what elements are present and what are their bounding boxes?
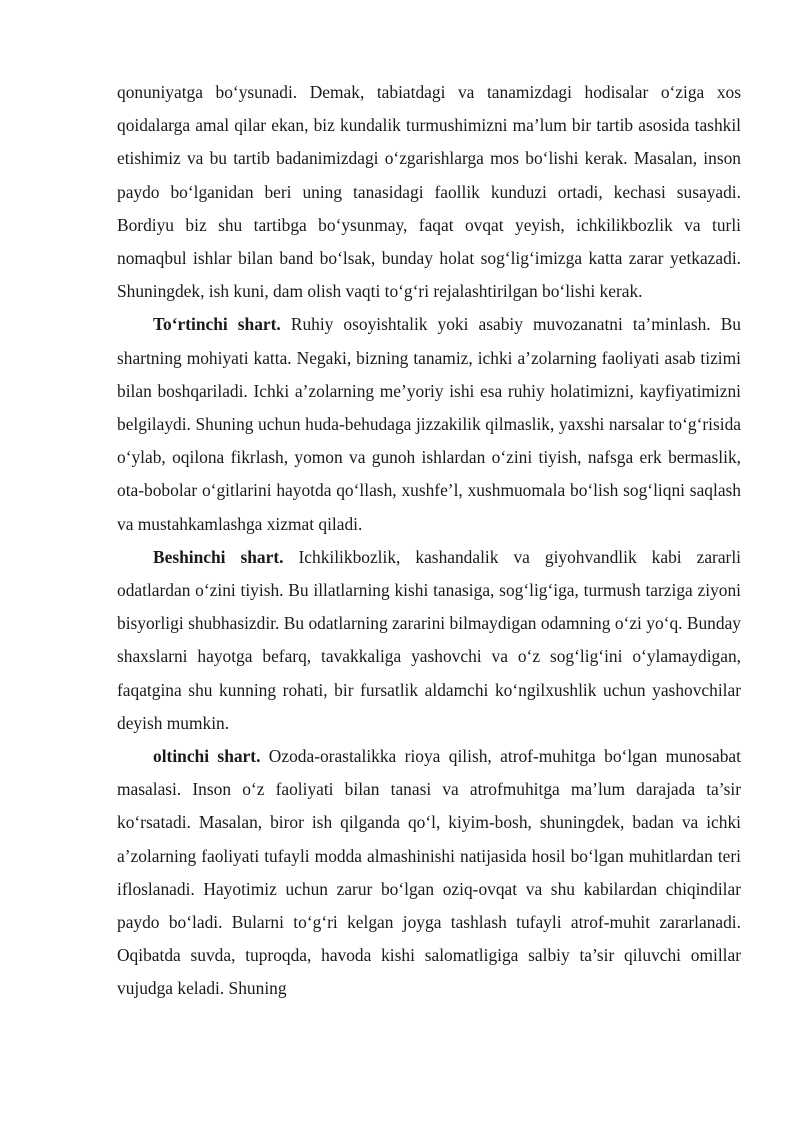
paragraph-continuation xyxy=(117,76,741,308)
paragraph-text: Ozoda-orastalikka rioya qilish, atrof-muhitga bo‘lgan munosabat masalasi. Inson o‘z faoliyati bilan tanasi va atrofmuhitga ma’lum darajada ta’sir ko‘rsatadi. Masalan, biror ish qilganda qo‘l, kiyim-bosh, shuningdek, badan va ichki a’zolarning faoliyati tufayli modda almashinishi natijasida hosil bo‘lgan muhitlardan teri ifloslanadi. Hayotimiz uchun zarur bo‘lgan oziq-ovqat va shu kabilardan chiqindilar paydo bo‘ladi. Bularni to‘g‘ri kelgan joyga tashlash tufayli atrof-muhit zararlanadi. Oqibatda suvda, tuproqda, havoda kishi salomatligiga salbiy ta’sir qiluvchi omillar vujudga keladi. Shuning xyxy=(117,746,741,999)
paragraph-heading: To‘rtinchi shart. xyxy=(153,314,281,335)
paragraph-condition-6 xyxy=(117,740,741,1006)
paragraph-heading: Beshinchi shart. xyxy=(153,546,284,567)
paragraph-condition-4 xyxy=(117,308,741,540)
document-page xyxy=(117,76,741,1006)
paragraph-heading: oltinchi shart. xyxy=(153,746,261,767)
paragraph-condition-5 xyxy=(117,541,741,740)
paragraph-text: Ichkilikbozlik, kashandalik va giyohvandlik kabi zararli odatlardan o‘zini tiyish. Bu illatlarning kishi tanasiga, sog‘lig‘iga, turmush tarziga ziyoni bisyorligi shubhasizdir. Bu odatlarning zararini bilmaydigan odamning o‘zi yo‘q. Bunday shaxslarni hayotga befarq, tavakkaliga yashovchi va o‘z sog‘lig‘ini o‘ylamaydigan, faqatgina shu kunning rohati, bir fursatlik aldamchi ko‘ngilxushlik uchun yashovchilar deyish mumkin. xyxy=(117,546,741,733)
paragraph-text: Ruhiy osoyishtalik yoki asabiy muvozanatni ta’minlash. Bu shartning mohiyati katta. Negaki, bizning tanamiz, ichki a’zolarning faoliyati asab tizimi bilan boshqariladi. Ichki a’zolarning me’yoriy ishi esa ruhiy holatimizni, kayfiyatimizni belgilaydi. Shuning uchun huda-behudaga jizzakilik qilmaslik, yaxshi narsalar to‘g‘risida o‘ylab, oqilona fikrlash, yomon va gunoh ishlardan o‘zini tiyish, nafsga erk bermaslik, ota-bobolar o‘gitlarini hayotda qo‘llash, xushfe’l, xushmuomala bo‘lish sog‘liqni saqlash va mustahkamlashga xizmat qiladi. xyxy=(117,314,741,534)
paragraph-text: qonuniyatga bo‘ysunadi. Demak, tabiatdagi va tanamizdagi hodisalar o‘ziga xos qoidalarga amal qilar ekan, biz kundalik turmushimizni ma’lum bir tartib asosida tashkil etishimiz va bu tartib badanimizdagi o‘zgarishlarga mos bo‘lishi kerak. Masalan, inson paydo bo‘lganidan beri uning tanasidagi faollik kunduzi ortadi, kechasi susayadi. Bordiyu biz shu tartibga bo‘ysunmay, faqat ovqat yeyish, ichkilikbozlik va turli nomaqbul ishlar bilan band bo‘lsak, bunday holat sog‘lig‘imizga katta zarar yetkazadi. Shuningdek, ish kuni, dam olish vaqti to‘g‘ri rejalashtirilgan bo‘lishi kerak. xyxy=(117,82,741,302)
